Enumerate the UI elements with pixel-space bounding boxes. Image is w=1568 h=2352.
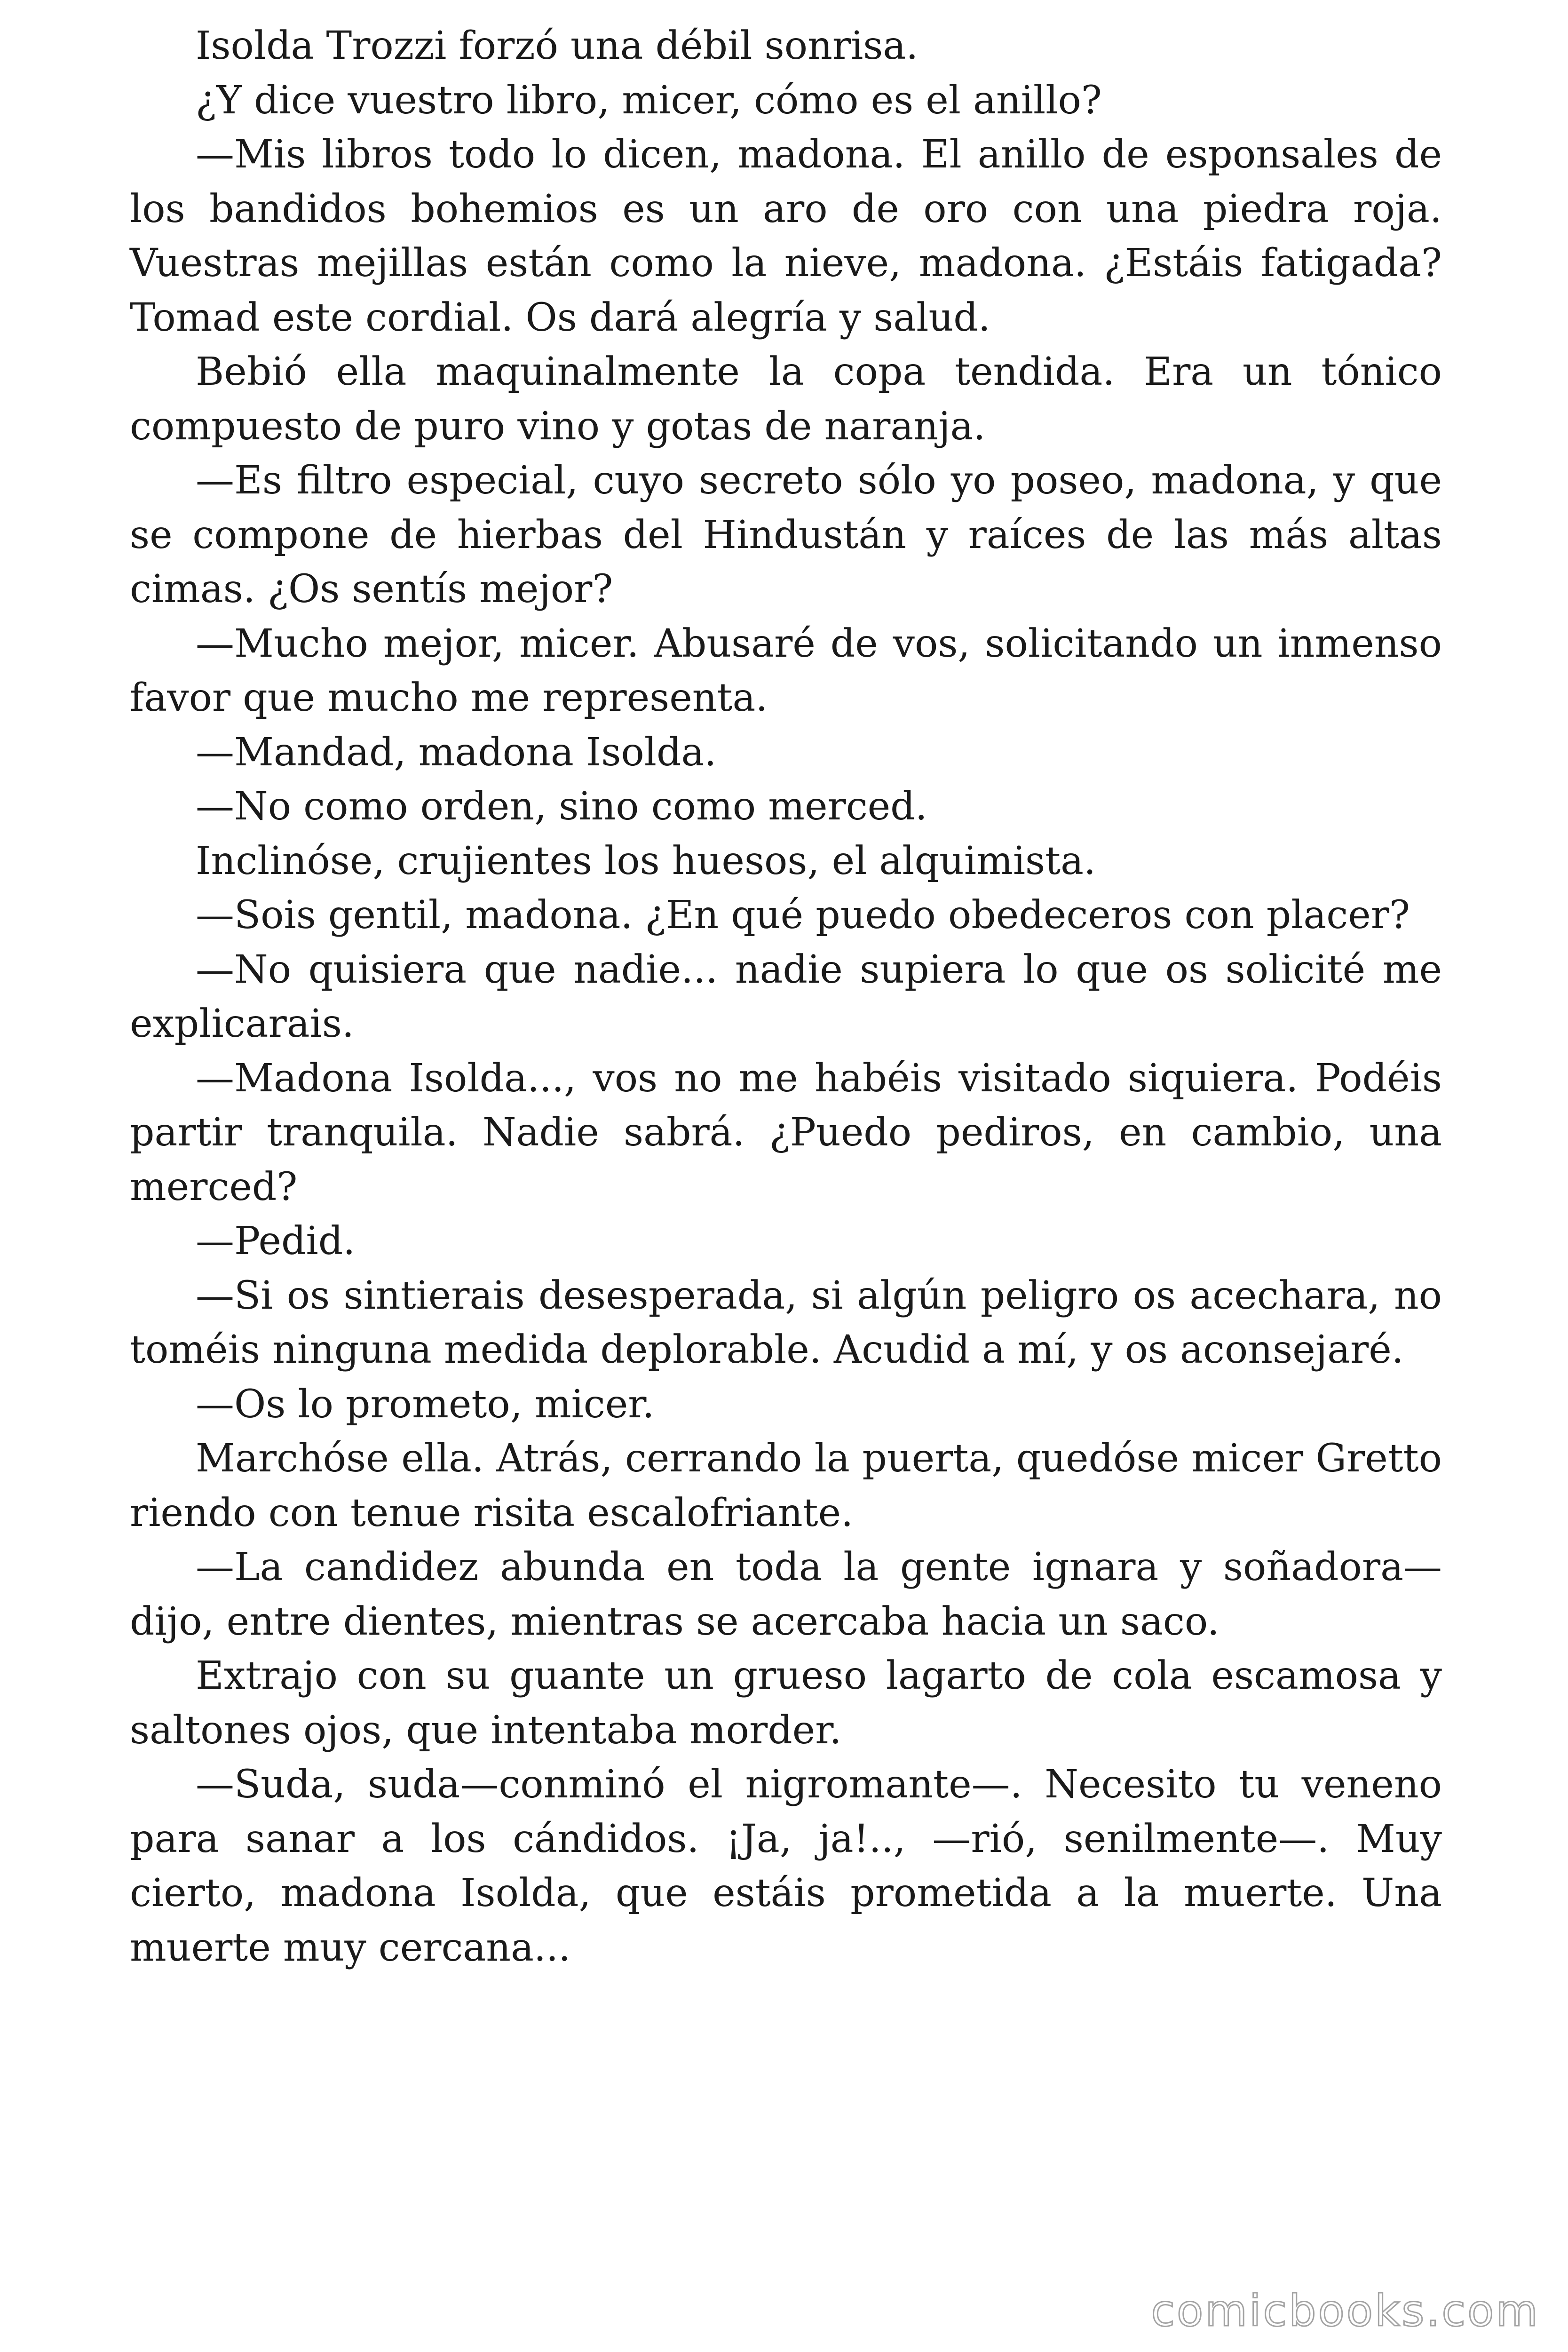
page-text — [130, 19, 1442, 1975]
paragraph-10: —Sois gentil, madona. ¿En qué puedo obedeceros con placer? — [196, 893, 1410, 938]
paragraph-18: Extrajo con su guante un grueso lagarto de cola escamosa y saltones ojos, que intentaba morder. — [130, 1653, 1442, 1753]
paragraph-12: —Madona Isolda..., vos no me habéis visitado siquiera. Podéis partir tranquila. Nadie sabrá. ¿Puedo pediros, en cambio, una merced? — [130, 1056, 1442, 1209]
paragraph-19: —Suda, suda—conminó el nigromante—. Necesito tu veneno para sanar a los cándidos. ¡Ja, ja!.., —rió, senilmente—. Muy cierto, madona Isolda, que estáis prometida a la muerte. Una muerte muy cercana... — [130, 1762, 1442, 1970]
paragraph-6: —Mucho mejor, micer. Abusaré de vos, solicitando un inmenso favor que mucho me representa. — [130, 621, 1442, 720]
paragraph-8: —No como orden, sino como merced. — [196, 784, 927, 829]
paragraph-5: —Es filtro especial, cuyo secreto sólo yo poseo, madona, y que se compone de hierbas del Hindustán y raíces de las más altas cimas. ¿Os sentís mejor? — [130, 458, 1442, 612]
paragraph-16: Marchóse ella. Atrás, cerrando la puerta, quedóse micer Gretto riendo con tenue risita escalofriante. — [130, 1436, 1442, 1535]
paragraph-15: —Os lo prometo, micer. — [196, 1382, 655, 1427]
paragraph-17: —La candidez abunda en toda la gente ignara y soñadora—dijo, entre dientes, mientras se acercaba hacia un saco. — [130, 1545, 1442, 1644]
paragraph-11: —No quisiera que nadie... nadie supiera lo que os solicité me explicarais. — [130, 947, 1442, 1046]
paragraph-1: Isolda Trozzi forzó una débil sonrisa. — [196, 24, 919, 68]
paragraph-14: —Si os sintierais desesperada, si algún peligro os acechara, no toméis ninguna medida deplorable. Acudid a mí, y os aconsejaré. — [130, 1273, 1442, 1372]
paragraph-7: —Mandad, madona Isolda. — [196, 730, 717, 775]
paragraph-9: Inclinóse, crujientes los huesos, el alquimista. — [196, 838, 1096, 883]
paragraph-3: —Mis libros todo lo dicen, madona. El anillo de esponsales de los bandidos bohemios es un aro de oro con una piedra roja. Vuestras mejillas están como la nieve, madona. ¿Estáis fatigada? Tomad este cordial. Os dará alegría y salud. — [130, 132, 1442, 340]
paragraph-2: ¿Y dice vuestro libro, micer, cómo es el anillo? — [196, 78, 1102, 123]
watermark: comicbooks.com — [1151, 2286, 1540, 2336]
paragraph-4: Bebió ella maquinalmente la copa tendida. Era un tónico compuesto de puro vino y gotas de naranja. — [130, 350, 1442, 449]
paragraph-13: —Pedid. — [196, 1219, 356, 1263]
